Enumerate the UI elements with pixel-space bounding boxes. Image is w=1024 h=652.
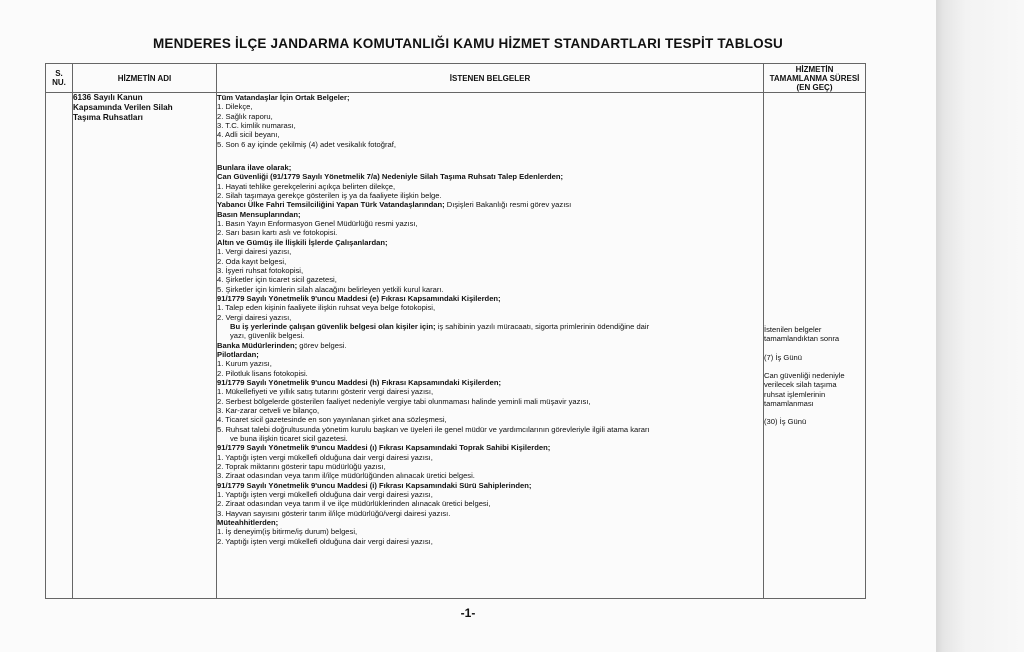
list-item: 1. Kurum yazısı,	[217, 359, 272, 369]
list-item: 3. T.C. kimlik numarası,	[217, 121, 296, 131]
list-item: 5. Son 6 ay içinde çekilmiş (4) adet vesikalık fotoğraf,	[217, 139, 396, 149]
list-item: 2. Vergi dairesi yazısı,	[217, 312, 292, 322]
list-item: 5. Ruhsat talebi doğrultusunda yönetim kurulu başkan ve üyeleri ile genel müdür ve yardımcılarının görevleriyle ilgili atama kararı	[217, 424, 650, 434]
list-item: 4. Adli sicil beyanı,	[217, 130, 280, 140]
time-value: (30) İş Günü	[764, 417, 807, 427]
section-heading: 91/1779 Sayılı Yönetmelik 9'uncu Maddesi (h) Fıkrası Kapsamındaki Kişilerden;	[217, 377, 502, 387]
required-documents-cell	[217, 93, 764, 599]
section-heading: Altın ve Gümüş ile İlişkili İşlerde Çalışanlardan;	[217, 237, 388, 247]
list-item: 2. Silah taşımaya gerekçe gösterilen iş ya da faaliyete ilişkin belge.	[217, 191, 442, 201]
service-standards-table	[45, 63, 866, 599]
time-note: verilecek silah taşıma	[764, 380, 837, 390]
list-item: Banka Müdürlerinden; görev belgesi.	[217, 340, 347, 350]
section-heading: Bunlara ilave olarak;	[217, 163, 292, 173]
list-item: 2. Serbest bölgelerde gösterilen faaliyet nedeniyle vergiye tabi olunmaması halinde yeminli mali müşavir yazısı,	[217, 396, 591, 406]
completion-time-cell	[764, 93, 866, 599]
list-item: 1. Vergi dairesi yazısı,	[217, 247, 292, 257]
list-item: 3. Kar-zarar cetveli ve bilanço,	[217, 406, 320, 415]
list-item: 2. Yaptığı işten vergi mükellefi olduğuna dair vergi dairesi yazısı,	[217, 536, 433, 546]
list-item: 1. Dilekçe,	[217, 102, 253, 112]
list-item: 1. Basın Yayın Enformasyon Genel Müdürlüğü resmi yazısı,	[217, 219, 418, 229]
list-item: 3. Hayvan sayısını gösterir tarım il/ilçe müdürlüğü/vergi dairesi yazısı.	[217, 508, 451, 518]
list-item: 2. Sağlık raporu,	[217, 111, 273, 121]
list-item: 2. Sarı basın kartı aslı ve fotokopisi.	[217, 228, 338, 238]
section-heading: Can Güvenliği (91/1779 Sayılı Yönetmelik 7/a) Nedeniyle Silah Taşıma Ruhsatı Talep Edenlerden;	[217, 172, 564, 182]
list-item: 1. Yaptığı işten vergi mükellefi olduğuna dair vergi dairesi yazısı,	[217, 452, 433, 462]
section-heading: Pilotlardan;	[217, 349, 259, 359]
list-item: 5. Şirketler için kimlerin silah alacağını belirleyen yetkili kurul kararı.	[217, 284, 444, 294]
time-note: tamamlanması	[764, 399, 814, 409]
document-title: MENDERES İLÇE JANDARMA KOMUTANLIĞI KAMU HİZMET STANDARTLARI TESPİT TABLOSU	[152, 36, 784, 51]
time-note: tamamlandıktan sonra	[764, 334, 840, 344]
section-heading: Müteahhitlerden;	[217, 518, 279, 528]
header-no: S. NU.	[46, 64, 73, 93]
list-item: Bu iş yerlerinde çalışan güvenlik belgesi olan kişiler için; iş sahibinin yazılı müracaatı, sigorta primlerinin ödendiğine dair	[230, 321, 650, 331]
list-item: 4. Şirketler için ticaret sicil gazetesi,	[217, 275, 337, 285]
header-service-name: HİZMETİN ADI	[73, 64, 217, 93]
section-heading: 91/1779 Sayılı Yönetmelik 9'uncu Maddesi (ı) Fıkrası Kapsamındaki Toprak Sahibi Kişilerden;	[217, 443, 551, 453]
list-item: 1. Yaptığı işten vergi mükellefi olduğuna dair vergi dairesi yazısı,	[217, 490, 433, 500]
list-item: 1. Talep eden kişinin faaliyete ilişkin ruhsat veya belge fotokopisi,	[217, 303, 436, 313]
time-note: İstenilen belgeler	[764, 325, 822, 334]
list-item: 1. Mükellefiyeti ve yıllık satış tutarını gösterir vergi dairesi yazısı,	[217, 387, 434, 397]
list-item: 1. İş deneyim(iş bitirme/iş durum) belgesi,	[217, 527, 358, 537]
list-item: 2. Oda kayıt belgesi,	[217, 256, 287, 266]
list-item: yazı, güvenlik belgesi.	[230, 331, 305, 341]
table-header-row	[46, 64, 866, 93]
row-number-cell	[46, 93, 73, 599]
section-heading: 91/1779 Sayılı Yönetmelik 9'uncu Maddesi (i) Fıkrası Kapsamındaki Sürü Sahiplerinden;	[217, 480, 532, 490]
section-heading: 91/1779 Sayılı Yönetmelik 9'uncu Maddesi (e) Fıkrası Kapsamındaki Kişilerden;	[217, 293, 501, 303]
list-item: ve buna ilişkin ticaret sicil gazetesi.	[230, 434, 348, 444]
time-value: (7) İş Günü	[764, 352, 802, 362]
scan-edge	[936, 0, 1024, 652]
page-number: -1-	[460, 606, 476, 620]
header-completion-time: HİZMETİN TAMAMLANMA SÜRESİ (EN GEÇ)	[764, 64, 866, 93]
list-item: 1. Hayati tehlike gerekçelerini açıkça belirten dilekçe,	[217, 181, 396, 191]
table-row	[46, 93, 866, 599]
list-item: 2. Toprak miktarını gösterir tapu müdürlüğü yazısı,	[217, 462, 386, 472]
service-name-cell: 6136 Sayılı Kanun Kapsamında Verilen Silah Taşıma Ruhsatları	[73, 93, 217, 599]
list-item: 3. İşyeri ruhsat fotokopisi,	[217, 265, 304, 275]
list-item: 2. Ziraat odasından veya tarım il ve ilçe müdürlüklerinden alınacak üretici belgesi,	[217, 499, 491, 509]
list-item: 3. Ziraat odasından veya tarım il/ilçe müdürlüğünden alınacak üretici belgesi.	[217, 471, 475, 481]
list-item: 2. Pilotluk lisans fotokopisi.	[217, 368, 308, 378]
section-heading: Tüm Vatandaşlar İçin Ortak Belgeler;	[217, 93, 350, 102]
section-heading: Basın Mensuplarından;	[217, 209, 301, 219]
list-item: 4. Ticaret sicil gazetesinde en son yayınlanan şirket ana sözleşmesi,	[217, 415, 447, 425]
time-note: ruhsat işlemlerinin	[764, 389, 826, 399]
list-item: Yabancı Ülke Fahri Temsilciliğini Yapan Türk Vatandaşlarından; Dışişleri Bakanlığı resmi görev yazısı	[217, 200, 572, 210]
header-required-documents: İSTENEN BELGELER	[217, 64, 764, 93]
time-note: Can güvenliği nedeniyle	[764, 371, 845, 381]
